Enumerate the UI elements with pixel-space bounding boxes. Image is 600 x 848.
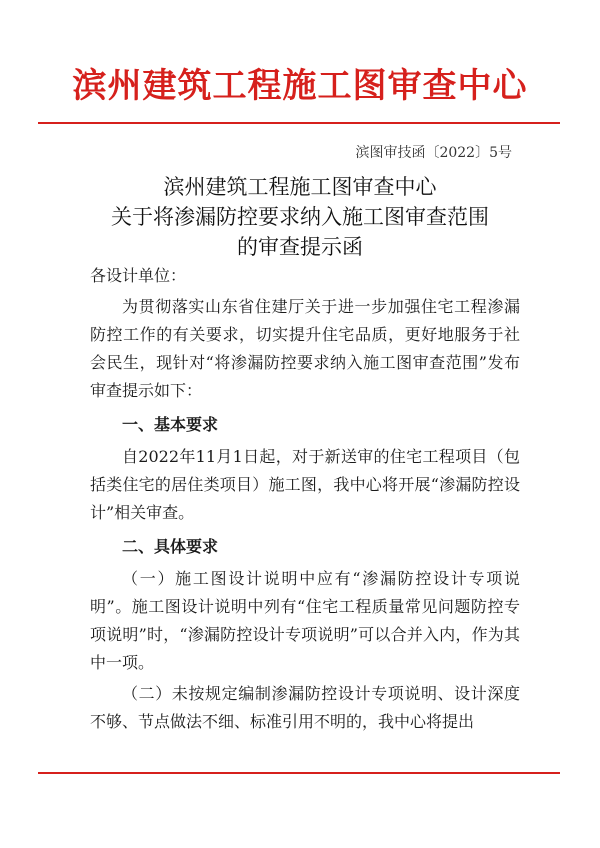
section-2-item-1: （一）施工图设计说明中应有“渗漏防控设计专项说明”。施工图设计说明中列有“住宅工程质量常见问题防控专项说明”时，“渗漏防控设计专项说明”可以合并入内，作为其中一项。 bbox=[90, 569, 520, 672]
section-1-paragraph: 自2022年11月1日起，对于新送审的住宅工程项目（包括类住宅的居住类项目）施工图，我中心将开展“渗漏防控设计”相关审查。 bbox=[90, 447, 520, 522]
section-1-heading: 一、基本要求 bbox=[122, 415, 219, 434]
title-line-2: 关于将渗漏防控要求纳入施工图审查范围 bbox=[111, 205, 489, 229]
masthead-title: 滨州建筑工程施工图审查中心 bbox=[72, 66, 528, 106]
section-2-heading: 二、具体要求 bbox=[122, 537, 219, 556]
document-body bbox=[90, 262, 520, 736]
intro-paragraph: 为贯彻落实山东省住建厅关于进一步加强住宅工程渗漏防控工作的有关要求，切实提升住宅品质，更好地服务于社会民生，现针对“将渗漏防控要求纳入施工图审查范围”发布审查提示如下： bbox=[90, 297, 520, 400]
masthead-red-rule bbox=[38, 122, 560, 124]
section-2-item-2: （二）未按规定编制渗漏防控设计专项说明、设计深度不够、节点做法不细、标准引用不明的，我中心将提出 bbox=[90, 684, 520, 731]
title-line-3: 的审查提示函 bbox=[237, 235, 363, 259]
document-number: 滨图审技函〔2022〕5号 bbox=[355, 145, 512, 161]
salutation: 各设计单位： bbox=[90, 266, 187, 285]
title-line-1: 滨州建筑工程施工图审查中心 bbox=[163, 175, 437, 199]
document-title bbox=[0, 172, 600, 262]
footer-red-rule bbox=[38, 772, 560, 774]
